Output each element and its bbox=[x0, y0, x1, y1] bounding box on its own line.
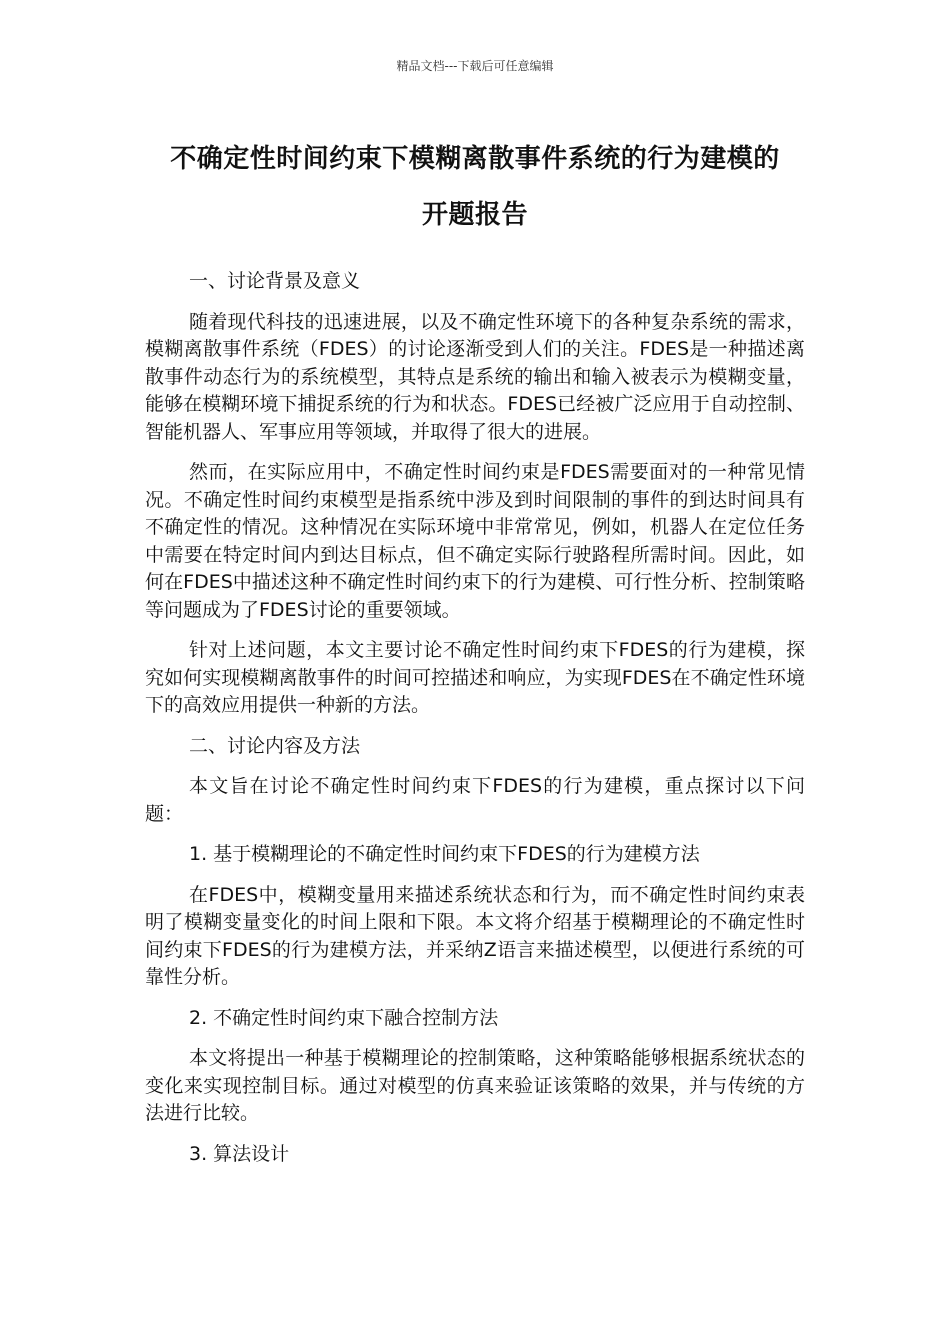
document-title-line-2: 开题报告 bbox=[421, 200, 528, 230]
item-heading-3: 3. 算法设计 bbox=[189, 1142, 290, 1165]
section-heading-background: 一、讨论背景及意义 bbox=[189, 270, 361, 292]
item-heading-1: 1. 基于模糊理论的不确定性时间约束下FDES的行为建模方法 bbox=[189, 843, 700, 865]
paragraph-background-2: 然而，在实际应用中，不确定性时间约束是FDES需要面对的一种常见情况。不确定性时间约束模型是指系统中涉及到时间限制的事件的到达时间具有不确定性的情况。这种情况在实际环境中非常常见，例如，机器人在定位任务中需要在特定时间内到达目标点，但不确定实际行驶路程所需时间。因此，如何在FDES中描述这种不确定性时间约束下的行为建模、可行性分析、控制策略等问题成为了FDES讨论的重要领域。 bbox=[145, 461, 805, 621]
paragraph-background-3: 针对上述问题，本文主要讨论不确定性时间约束下FDES的行为建模，探究如何实现模糊离散事件的时间可控描述和响应，为实现FDES在不确定性环境下的高效应用提供一种新的方法。 bbox=[145, 639, 805, 716]
document-body bbox=[145, 268, 805, 1181]
paragraph-item-1: 在FDES中，模糊变量用来描述系统状态和行为，而不确定性时间约束表明了模糊变量变化的时间上限和下限。本文将介绍基于模糊理论的不确定性时间约束下FDES的行为建模方法，并采纳Z语言来描述模型，以便进行系统的可靠性分析。 bbox=[145, 883, 805, 988]
paragraph-background-1: 随着现代科技的迅速进展，以及不确定性环境下的各种复杂系统的需求，模糊离散事件系统（FDES）的讨论逐渐受到人们的关注。FDES是一种描述离散事件动态行为的系统模型，其特点是系统的输出和输入被表示为模糊变量，能够在模糊环境下捕捉系统的行为和状态。FDES已经被广泛应用于自动控制、智能机器人、军事应用等领域，并取得了很大的进展。 bbox=[145, 310, 805, 443]
section-heading-content-methods: 二、讨论内容及方法 bbox=[189, 734, 361, 757]
header-note: 精品文档---下载后可任意编辑 bbox=[396, 59, 554, 73]
document-title-line-1: 不确定性时间约束下模糊离散事件系统的行为建模的 bbox=[170, 144, 780, 174]
paragraph-item-2: 本文将提出一种基于模糊理论的控制策略，这种策略能够根据系统状态的变化来实现控制目标。通过对模型的仿真来验证该策略的效果，并与传统的方法进行比较。 bbox=[145, 1047, 805, 1124]
item-heading-2: 2. 不确定性时间约束下融合控制方法 bbox=[189, 1006, 499, 1029]
paragraph-content-intro: 本文旨在讨论不确定性时间约束下FDES的行为建模，重点探讨以下问题： bbox=[145, 775, 805, 825]
